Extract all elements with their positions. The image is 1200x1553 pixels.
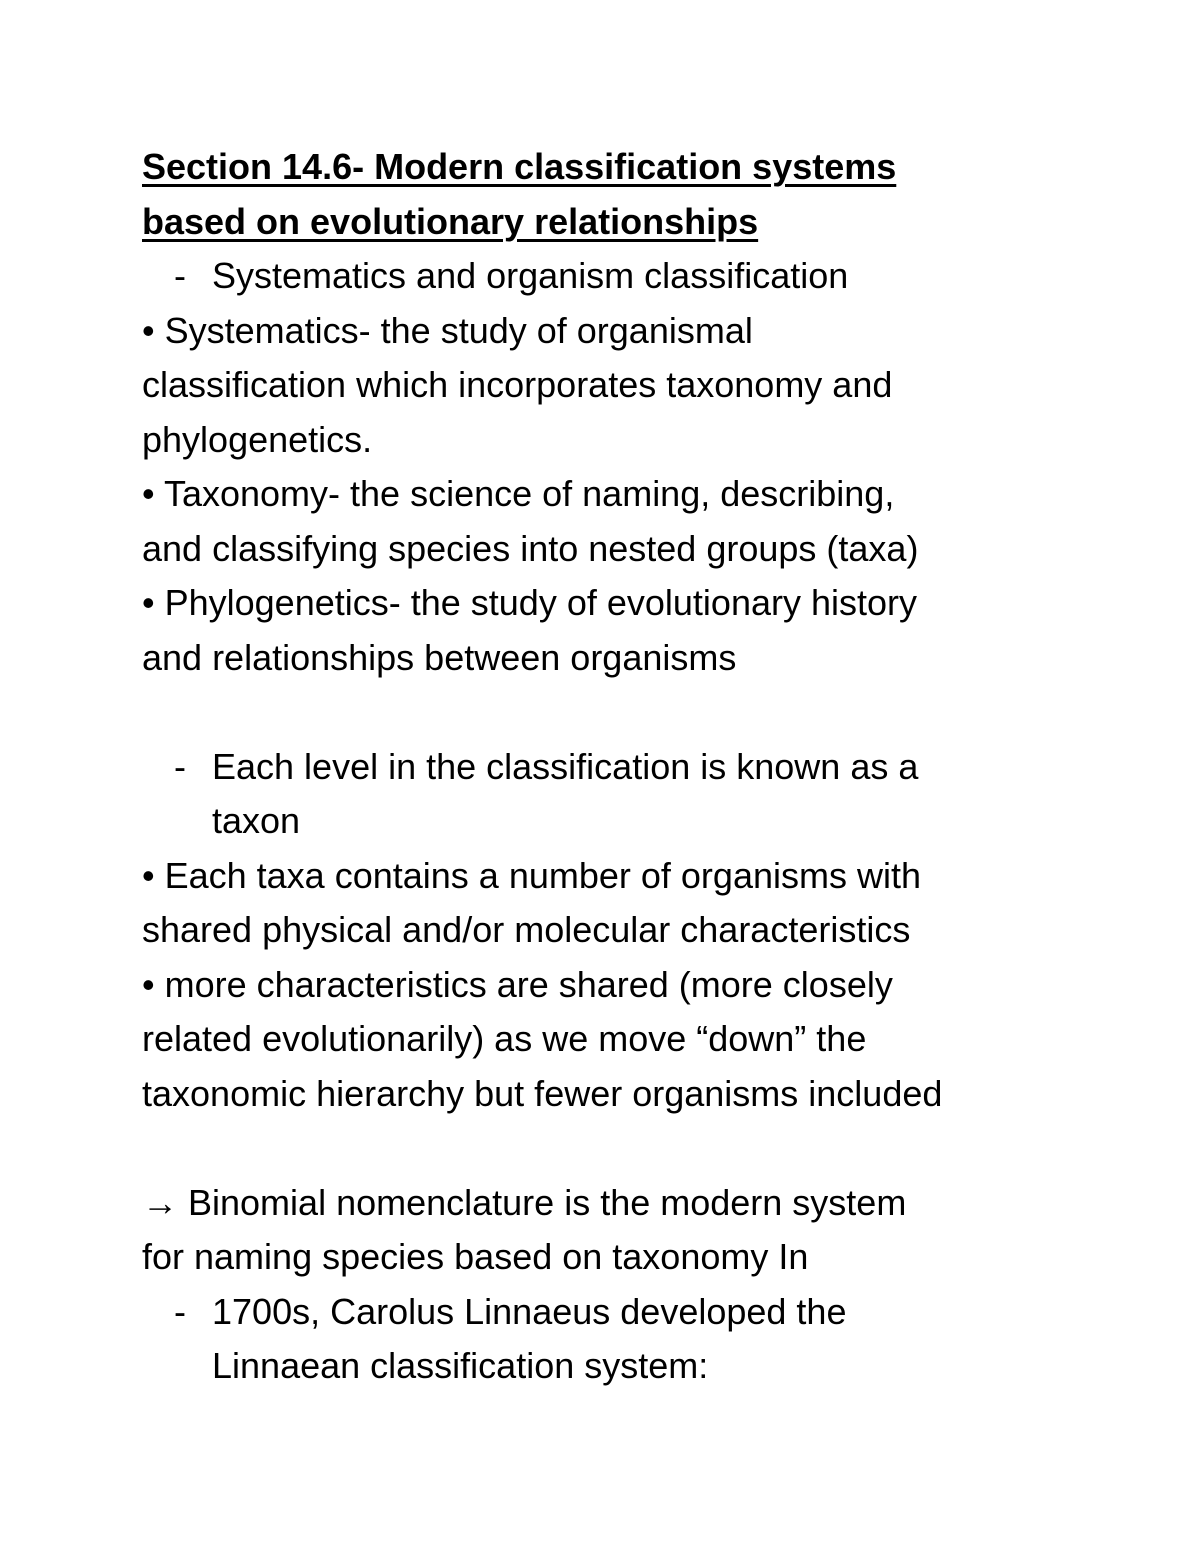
bullet-line: taxonomic hierarchy but fewer organisms included <box>142 1072 943 1114</box>
bullet-item <box>142 576 1102 685</box>
bullet-item <box>142 304 1102 468</box>
dash-item-text: Linnaean classification system: <box>212 1345 709 1386</box>
heading-line: based on evolutionary relationships <box>142 200 759 242</box>
dash-item <box>142 249 1102 304</box>
bullet-line: • Each taxa contains a number of organisms with <box>142 854 921 896</box>
dash-item <box>142 1285 1102 1394</box>
systematics-block <box>142 249 1102 685</box>
nomenclature-block <box>142 1176 1102 1394</box>
arrow-line: for naming species based on taxonomy In <box>142 1236 809 1277</box>
bullet-item <box>142 467 1102 576</box>
bullet-line: • Phylogenetics- the study of evolutionary history <box>142 582 918 623</box>
dash-marker: - <box>174 1290 186 1332</box>
arrow-line: → Binomial nomenclature is the modern system <box>142 1181 907 1223</box>
document-content <box>142 140 1102 1394</box>
dash-item-text: 1700s, Carolus Linnaeus developed the <box>212 1290 847 1332</box>
bullet-line: • more characteristics are shared (more closely <box>142 963 893 1005</box>
bullet-line: classification which incorporates taxonomy and <box>142 364 893 405</box>
dash-marker: - <box>174 745 186 787</box>
bullet-line: phylogenetics. <box>142 418 373 460</box>
dash-item-text: taxon <box>212 800 301 841</box>
dash-item-text: Systematics and organism classification <box>212 255 849 296</box>
bullet-line: • Taxonomy- the science of naming, describing, <box>142 473 895 514</box>
bullet-item <box>142 958 1102 1122</box>
paragraph-gap <box>142 1121 1102 1176</box>
section-heading <box>142 140 1102 249</box>
arrow-item <box>142 1176 1102 1285</box>
bullet-line: and relationships between organisms <box>142 636 737 678</box>
bullet-line: related evolutionarily) as we move “down” the <box>142 1018 867 1059</box>
heading-line: Section 14.6- Modern classification systems <box>142 146 897 187</box>
paragraph-gap <box>142 685 1102 740</box>
bullet-line: and classifying species into nested groups (taxa) <box>142 527 919 569</box>
bullet-line: shared physical and/or molecular characteristics <box>142 909 911 950</box>
bullet-item <box>142 849 1102 958</box>
taxon-block <box>142 740 1102 1122</box>
dash-item-text: Each level in the classification is known as a <box>212 745 919 787</box>
bullet-line: • Systematics- the study of organismal <box>142 309 753 351</box>
dash-item <box>142 740 1102 849</box>
dash-marker: - <box>174 255 186 296</box>
